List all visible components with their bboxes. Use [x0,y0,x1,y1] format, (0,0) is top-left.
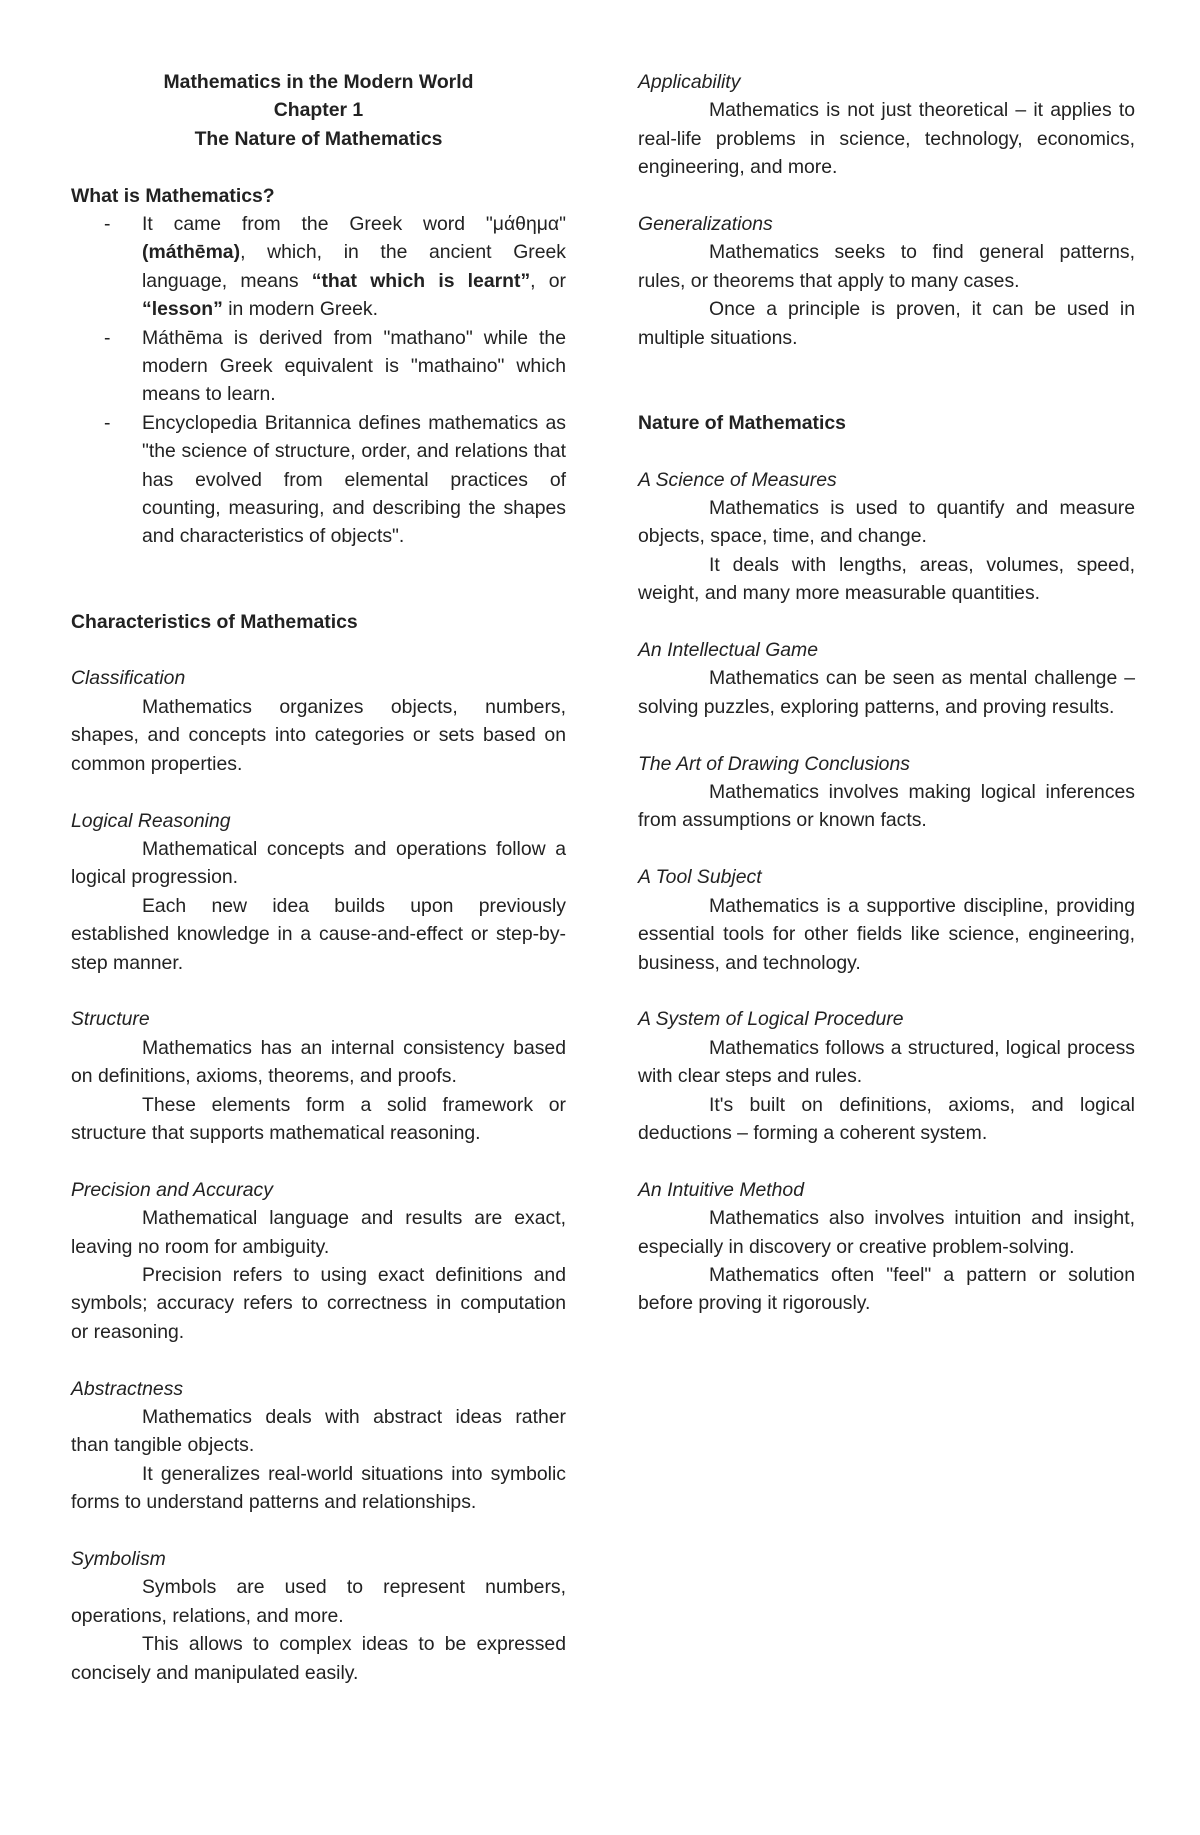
definition-item [71,210,566,324]
meaning-emphasis: “that which is learnt” [311,269,531,292]
characteristic-paragraph: Mathematics is not just theoretical – it applies to real-life problems in science, technology, economics, engineering, and more. [638,99,1135,179]
nature-logical-procedure [638,1005,1135,1147]
characteristic-paragraph: Mathematics organizes objects, numbers, shapes, and concepts into categories or sets based on common properties. [71,695,566,775]
characteristic-paragraph: Mathematics deals with abstract ideas rather than tangible objects. [71,1405,566,1457]
nature-title: A System of Logical Procedure [638,1008,904,1031]
definition-list [71,210,566,551]
definition-text: Máthēma is derived from "mathano" while the modern Greek equivalent is "mathaino" which means to learn. [142,326,566,406]
characteristic-paragraph: Mathematical concepts and operations follow a logical progression. [71,837,566,889]
characteristic-abstractness [71,1375,566,1517]
what-is-heading: What is Mathematics? [71,184,275,207]
definition-text: , which, in the ancient Greek language, means [142,241,566,292]
characteristic-paragraph: Once a principle is proven, it can be used in multiple situations. [638,298,1135,349]
nature-title: An Intellectual Game [638,639,818,662]
characteristic-paragraph: This allows to complex ideas to be expressed concisely and manipulated easily. [71,1633,566,1684]
nature-drawing-conclusions [638,750,1135,835]
characteristic-title: Structure [71,1008,150,1031]
characteristic-generalizations [638,210,1135,352]
dash-bullet: - [104,326,111,349]
nature-tool-subject [638,863,1135,977]
nature-heading: Nature of Mathematics [638,411,846,434]
characteristic-paragraph: Mathematics seeks to find general patterns, rules, or theorems that apply to many cases. [638,241,1135,292]
definition-text: , or [530,269,566,292]
characteristic-applicability [638,68,1135,182]
characteristic-title: Logical Reasoning [71,809,231,832]
nature-science-of-measures [638,466,1135,608]
characteristic-structure [71,1005,566,1147]
nature-paragraph: Mathematics can be seen as mental challenge – solving puzzles, exploring patterns, and proving results. [638,667,1135,718]
dash-bullet: - [104,411,111,434]
characteristic-logical-reasoning [71,807,566,977]
definition-item [71,409,566,551]
transliteration: (máthēma) [142,241,241,264]
characteristic-symbolism [71,1545,566,1687]
characteristic-paragraph: Precision refers to using exact definitions and symbols; accuracy refers to correctness in computation or reasoning. [71,1263,566,1343]
left-column [71,68,566,1687]
nature-title: The Art of Drawing Conclusions [638,752,910,775]
nature-paragraph: Mathematics involves making logical inferences from assumptions or known facts. [638,781,1135,832]
nature-paragraph: Mathematics follows a structured, logical process with clear steps and rules. [638,1036,1135,1088]
nature-paragraph: Mathematics is a supportive discipline, providing essential tools for other fields like science, engineering, business, and technology. [638,894,1135,974]
characteristic-title: Symbolism [71,1548,166,1570]
definition-text: It came from the Greek word "μάθημα" [142,213,566,236]
nature-paragraph: Mathematics is used to quantify and measure objects, space, time, and change. [638,497,1135,548]
nature-title: A Science of Measures [638,468,837,491]
right-column [638,68,1135,1318]
nature-title: A Tool Subject [638,866,762,889]
chapter-label: Chapter 1 [273,99,364,122]
characteristics-heading: Characteristics of Mathematics [71,610,358,633]
definition-text: in modern Greek. [222,298,379,321]
characteristic-paragraph: Mathematical language and results are exact, leaving no room for ambiguity. [71,1207,566,1258]
meaning-emphasis: “lesson” [142,298,223,321]
characteristic-precision-accuracy [71,1176,566,1346]
characteristic-paragraph: These elements form a solid framework or structure that supports mathematical reasoning. [71,1093,566,1144]
nature-title: An Intuitive Method [638,1178,804,1201]
characteristic-classification [71,664,566,778]
characteristic-title: Applicability [638,71,741,93]
nature-paragraph: It's built on definitions, axioms, and logical deductions – forming a coherent system. [638,1093,1135,1144]
characteristic-title: Generalizations [638,213,773,236]
definition-text: Encyclopedia Britannica defines mathematics as "the science of structure, order, and relations that has evolved from elemental practices of counting, measuring, and describing the shapes and characteristics of objects". [142,411,566,548]
nature-intellectual-game [638,636,1135,721]
dash-bullet: - [104,213,111,236]
characteristic-title: Precision and Accuracy [71,1178,273,1201]
characteristic-title: Abstractness [71,1377,184,1400]
course-title: Mathematics in the Modern World [163,71,474,93]
nature-intuitive-method [638,1176,1135,1318]
characteristic-paragraph: Each new idea builds upon previously established knowledge in a cause-and-effect or step-by-step manner. [71,894,566,974]
characteristic-paragraph: Symbols are used to represent numbers, operations, relations, and more. [71,1576,566,1627]
nature-paragraph: Mathematics often "feel" a pattern or solution before proving it rigorously. [638,1263,1135,1315]
chapter-title: The Nature of Mathematics [194,127,443,150]
nature-paragraph: Mathematics also involves intuition and insight, especially in discovery or creative problem-solving. [638,1207,1135,1258]
characteristic-paragraph: It generalizes real-world situations into symbolic forms to understand patterns and relationships. [71,1462,566,1514]
characteristic-title: Classification [71,667,186,690]
characteristic-paragraph: Mathematics has an internal consistency based on definitions, axioms, theorems, and proofs. [71,1036,566,1088]
definition-item [71,324,566,409]
nature-paragraph: It deals with lengths, areas, volumes, speed, weight, and many more measurable quantities. [638,553,1135,605]
